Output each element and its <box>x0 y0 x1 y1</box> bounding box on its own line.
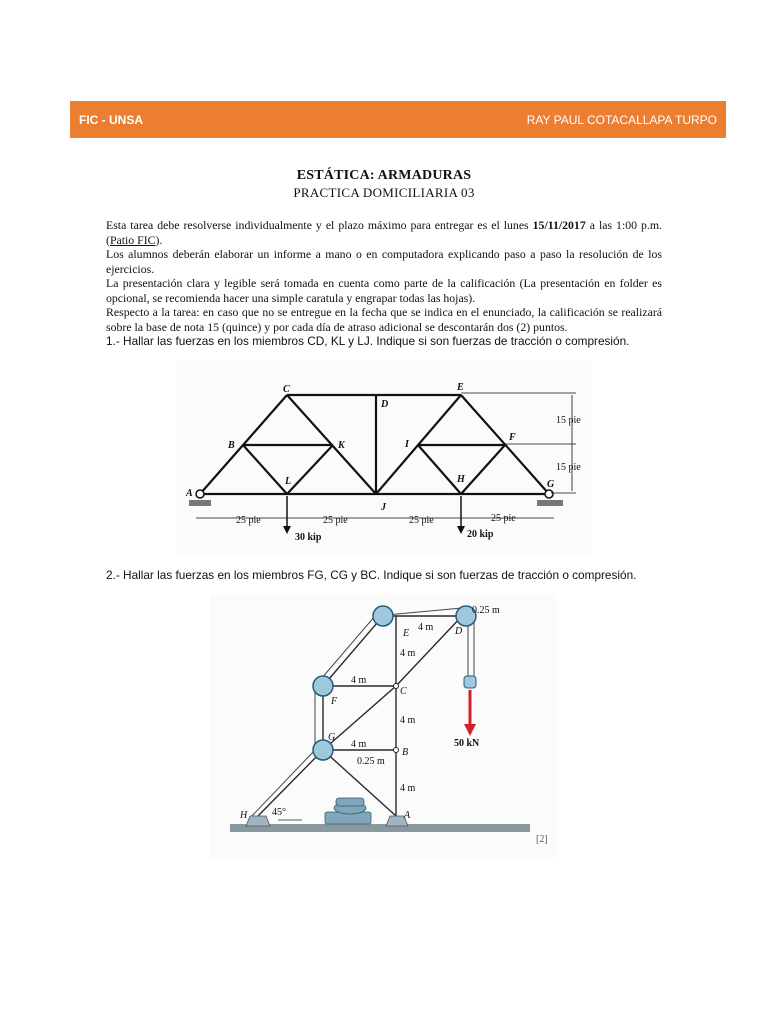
header-author: RAY PAUL COTACALLAPA TURPO <box>526 112 717 127</box>
crane-node-g: G <box>328 732 336 743</box>
crane-dim-v1: 4 m <box>400 648 416 659</box>
truss-span-2: 25 pie <box>323 515 348 526</box>
instructions-report: Los alumnos deberán elaborar un informe a mano o en computadora explicando paso a paso la resolución de los ejercicios. <box>106 247 662 276</box>
truss-load-1: 30 kip <box>295 532 322 543</box>
truss-node-g: G <box>547 479 555 490</box>
truss-height-dim-2: 15 pie <box>556 462 581 473</box>
header-bar <box>70 101 726 138</box>
truss-node-c: C <box>283 384 290 395</box>
truss-span-1: 25 pie <box>236 515 261 526</box>
truss-node-a: A <box>186 488 193 499</box>
crane-node-h: H <box>240 810 248 821</box>
truss-node-j: J <box>381 502 386 513</box>
truss-node-d: D <box>381 399 389 410</box>
truss-node-f: F <box>509 432 516 443</box>
document-title: ESTÁTICA: ARMADURAS <box>296 168 472 183</box>
crane-node-b: B <box>402 747 409 758</box>
crane-dim-v2: 4 m <box>400 715 416 726</box>
crane-dim-v3: 4 m <box>400 783 416 794</box>
document-subtitle: PRACTICA DOMICILIARIA 03 <box>293 185 475 200</box>
truss-node-h: H <box>457 474 465 485</box>
header-institution: FIC - UNSA <box>79 112 143 127</box>
truss-load-2: 20 kip <box>467 529 494 540</box>
question-2: 2.- Hallar las fuerzas en los miembros FG, CG y BC. Indique si son fuerzas de tracción o compresión. <box>106 568 637 582</box>
truss-figure <box>176 360 592 556</box>
instructions-presentation: La presentación clara y legible será tomada en cuenta como parte de la calificación (La presentación en folder es opcional, se recomienda hacer una simple caratula y engrapar todas las hojas). <box>106 276 662 305</box>
instructions-deadline: Esta tarea debe resolverse individualmente y el plazo máximo para entregar es el lunes 15/11/2017 a las 1:00 p.m. (Patio FIC). <box>106 218 662 247</box>
crane-dim-fc: 4 m <box>351 675 367 686</box>
deadline-date: 15/11/2017 <box>532 218 586 232</box>
truss-span-3: 25 pie <box>409 515 434 526</box>
deadline-place: Patio FIC <box>109 232 156 247</box>
crane-figure <box>210 594 557 858</box>
crane-node-a: A <box>404 810 411 821</box>
truss-node-l: L <box>285 476 292 487</box>
truss-node-b: B <box>228 440 235 451</box>
truss-height-dim-1: 15 pie <box>556 415 581 426</box>
instructions <box>106 218 662 334</box>
crane-node-c: C <box>400 686 407 697</box>
crane-radius-top: 0.25 m <box>472 605 500 616</box>
instructions-late-policy: Respecto a la tarea: en caso que no se entregue en la fecha que se indica en el enunciado, la calificación se realizará sobre la base de nota 15 (quince) y por cada día de atraso adicional se descontarán dos (2) puntos. <box>106 305 662 334</box>
question-1: 1.- Hallar las fuerzas en los miembros CD, KL y LJ. Indique si son fuerzas de tracción o compresión. <box>106 334 630 348</box>
crane-angle: 45° <box>272 807 286 818</box>
crane-radius-g: 0.25 m <box>357 756 385 767</box>
truss-node-i: I <box>405 439 409 450</box>
crane-dim-gb: 4 m <box>351 739 367 750</box>
truss-node-k: K <box>338 440 345 451</box>
truss-node-e: E <box>457 382 464 393</box>
crane-load: 50 kN <box>454 738 480 749</box>
truss-span-4: 25 pie <box>491 513 516 524</box>
crane-node-d: D <box>455 626 463 637</box>
crane-top-span: 4 m <box>418 622 434 633</box>
crane-node-f: F <box>331 696 338 707</box>
crane-reference: [2] <box>536 834 548 845</box>
crane-node-e: E <box>403 628 410 639</box>
